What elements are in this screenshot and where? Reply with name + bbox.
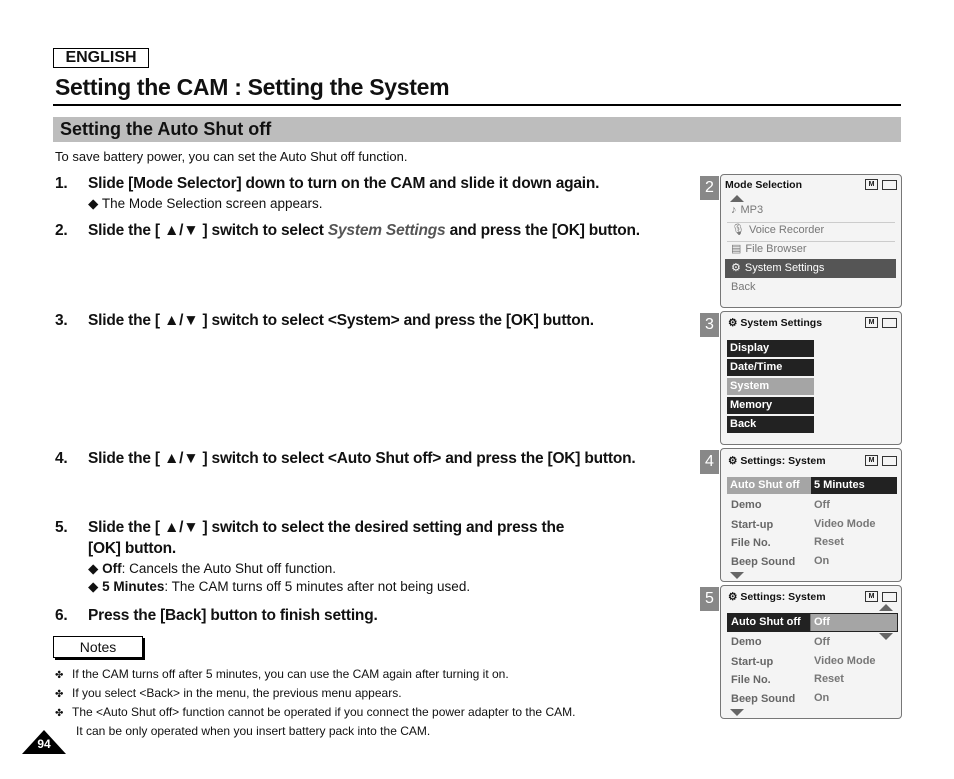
step-number: 3. — [55, 312, 68, 329]
setting-value-demo: Off — [814, 499, 830, 511]
page-number: 94 — [37, 737, 51, 751]
music-note-icon: ♪ — [731, 204, 737, 216]
battery-icon — [882, 318, 897, 328]
step-5-sub-5min — [88, 579, 470, 595]
bullet-diamond: ◆ — [88, 579, 103, 594]
setting-value-auto-shut-off[interactable]: Off — [811, 614, 897, 631]
note-item: ✤ If you select <Back> in the menu, the previous menu appears. — [55, 686, 402, 700]
step-1 — [55, 175, 599, 193]
setting-label-file-no[interactable]: File No. — [731, 674, 771, 686]
step-5-sub-off — [88, 561, 336, 577]
step-3 — [55, 312, 594, 330]
step-number: 4. — [55, 450, 68, 467]
note-bullet-icon: ✤ — [55, 708, 64, 719]
screen-title: Mode Selection — [725, 179, 803, 191]
step-number: 1. — [55, 175, 68, 192]
microphone-icon: 🎙 — [731, 224, 745, 236]
memory-icon: M — [865, 317, 878, 328]
screen-title: ⚙ Settings: System — [728, 455, 826, 467]
step-text: Slide the [ ▲/▼ ] switch to select <Auto Shut off> and press the [OK] button. — [88, 450, 636, 467]
setting-value-start-up: Video Mode — [814, 518, 876, 530]
setting-value-beep-sound: On — [814, 555, 830, 567]
menu-item-mp3[interactable]: ♪ MP3 — [727, 204, 895, 223]
screen-title: ⚙ System Settings — [728, 317, 823, 329]
folder-icon: ▤ — [731, 243, 742, 255]
screen-settings-system-1 — [720, 448, 902, 582]
value-up-arrow-icon[interactable] — [879, 604, 893, 611]
setting-value-beep-sound: On — [814, 692, 830, 704]
setting-value-file-no: Reset — [814, 536, 844, 548]
step-5 — [55, 519, 564, 537]
note-bullet-icon: ✤ — [55, 689, 64, 700]
setting-label-demo[interactable]: Demo — [731, 499, 762, 511]
menu-item-system[interactable]: System — [727, 378, 814, 395]
language-label: ENGLISH — [53, 48, 149, 68]
screen-badge: 3 — [700, 313, 719, 337]
battery-icon — [882, 592, 897, 602]
settings-icon: ⚙ — [728, 317, 741, 329]
screen-title: ⚙ Settings: System — [728, 591, 826, 603]
title-divider — [53, 104, 901, 106]
step-number: 2. — [55, 222, 68, 239]
step-text: Slide [Mode Selector] down to turn on the CAM and slide it down again. — [88, 175, 600, 192]
option-name: Off — [102, 561, 122, 576]
setting-label-file-no[interactable]: File No. — [731, 537, 771, 549]
note-item: ✤ If the CAM turns off after 5 minutes, you can use the CAM again after turning it on. — [55, 667, 509, 681]
menu-item-back[interactable]: Back — [727, 416, 814, 433]
screen-settings-system-2 — [720, 585, 902, 719]
setting-label-beep-sound[interactable]: Beep Sound — [731, 693, 796, 705]
value-down-arrow-icon[interactable] — [879, 633, 893, 640]
menu-item-memory[interactable]: Memory — [727, 397, 814, 414]
settings-icon: ⚙ — [728, 455, 741, 467]
battery-icon — [882, 180, 897, 190]
setting-label-auto-shut-off[interactable]: Auto Shut off — [727, 477, 812, 494]
step-4 — [55, 450, 635, 468]
setting-value-start-up: Video Mode — [814, 655, 876, 667]
menu-item-voice-recorder[interactable]: 🎙 Voice Recorder — [727, 223, 895, 242]
settings-icon: ⚙ — [731, 262, 741, 274]
scroll-down-icon — [730, 572, 744, 579]
intro-text: To save battery power, you can set the Auto Shut off function. — [55, 149, 408, 164]
step-1-sub: ◆ The Mode Selection screen appears. — [88, 196, 323, 211]
setting-value-demo: Off — [814, 636, 830, 648]
step-text: Press the [Back] button to finish setting. — [88, 607, 378, 624]
setting-label-start-up[interactable]: Start-up — [731, 519, 774, 531]
menu-item-back[interactable]: Back — [731, 281, 756, 293]
step-5-line2: [OK] button. — [88, 540, 176, 557]
step-number: 5. — [55, 519, 68, 536]
step-text-emphasis: System Settings — [327, 222, 446, 239]
memory-icon: M — [865, 455, 878, 466]
setting-label-demo[interactable]: Demo — [731, 636, 762, 648]
option-name: 5 Minutes — [102, 579, 165, 594]
page-title: Setting the CAM : Setting the System — [55, 74, 450, 100]
option-desc: : Cancels the Auto Shut off function. — [121, 561, 337, 576]
option-desc: : The CAM turns off 5 minutes after not being used. — [164, 579, 471, 594]
step-6 — [55, 607, 378, 625]
step-text-pre: Slide the [ ▲/▼ ] switch to select — [88, 222, 328, 239]
note-item: ✤ The <Auto Shut off> function cannot be operated if you connect the power adapter to the CAM. — [55, 705, 576, 719]
setting-value-auto-shut-off[interactable]: 5 Minutes — [811, 477, 897, 494]
scroll-up-icon — [730, 195, 744, 202]
setting-value-file-no: Reset — [814, 673, 844, 685]
note-bullet-icon: ✤ — [55, 670, 64, 681]
step-text: Slide the [ ▲/▼ ] switch to select <System> and press the [OK] button. — [88, 312, 594, 329]
setting-label-start-up[interactable]: Start-up — [731, 656, 774, 668]
screen-badge: 5 — [700, 587, 719, 611]
settings-icon: ⚙ — [728, 591, 741, 603]
notes-label: Notes — [53, 636, 143, 658]
step-2 — [55, 222, 640, 240]
section-title: Setting the Auto Shut off — [60, 119, 272, 139]
menu-item-date-time[interactable]: Date/Time — [727, 359, 814, 376]
note-continuation: It can be only operated when you insert battery pack into the CAM. — [76, 724, 431, 738]
screen-mode-selection — [720, 174, 902, 308]
setting-label-auto-shut-off[interactable]: Auto Shut off — [728, 614, 810, 631]
step-number: 6. — [55, 607, 68, 624]
battery-icon — [882, 456, 897, 466]
step-text: Slide the [ ▲/▼ ] switch to select the desired setting and press the — [88, 519, 565, 536]
memory-icon: M — [865, 591, 878, 602]
menu-item-system-settings[interactable]: ⚙ System Settings — [725, 259, 896, 278]
scroll-down-icon — [730, 709, 744, 716]
step-text-post: and press the [OK] button. — [445, 222, 640, 239]
menu-item-display[interactable]: Display — [727, 340, 814, 357]
menu-item-file-browser[interactable]: ▤ File Browser — [727, 242, 895, 261]
bullet-diamond: ◆ — [88, 561, 103, 576]
memory-icon: M — [865, 179, 878, 190]
screen-system-settings — [720, 311, 902, 445]
screen-badge: 4 — [700, 450, 719, 474]
screen-badge: 2 — [700, 176, 719, 200]
setting-label-beep-sound[interactable]: Beep Sound — [731, 556, 796, 568]
